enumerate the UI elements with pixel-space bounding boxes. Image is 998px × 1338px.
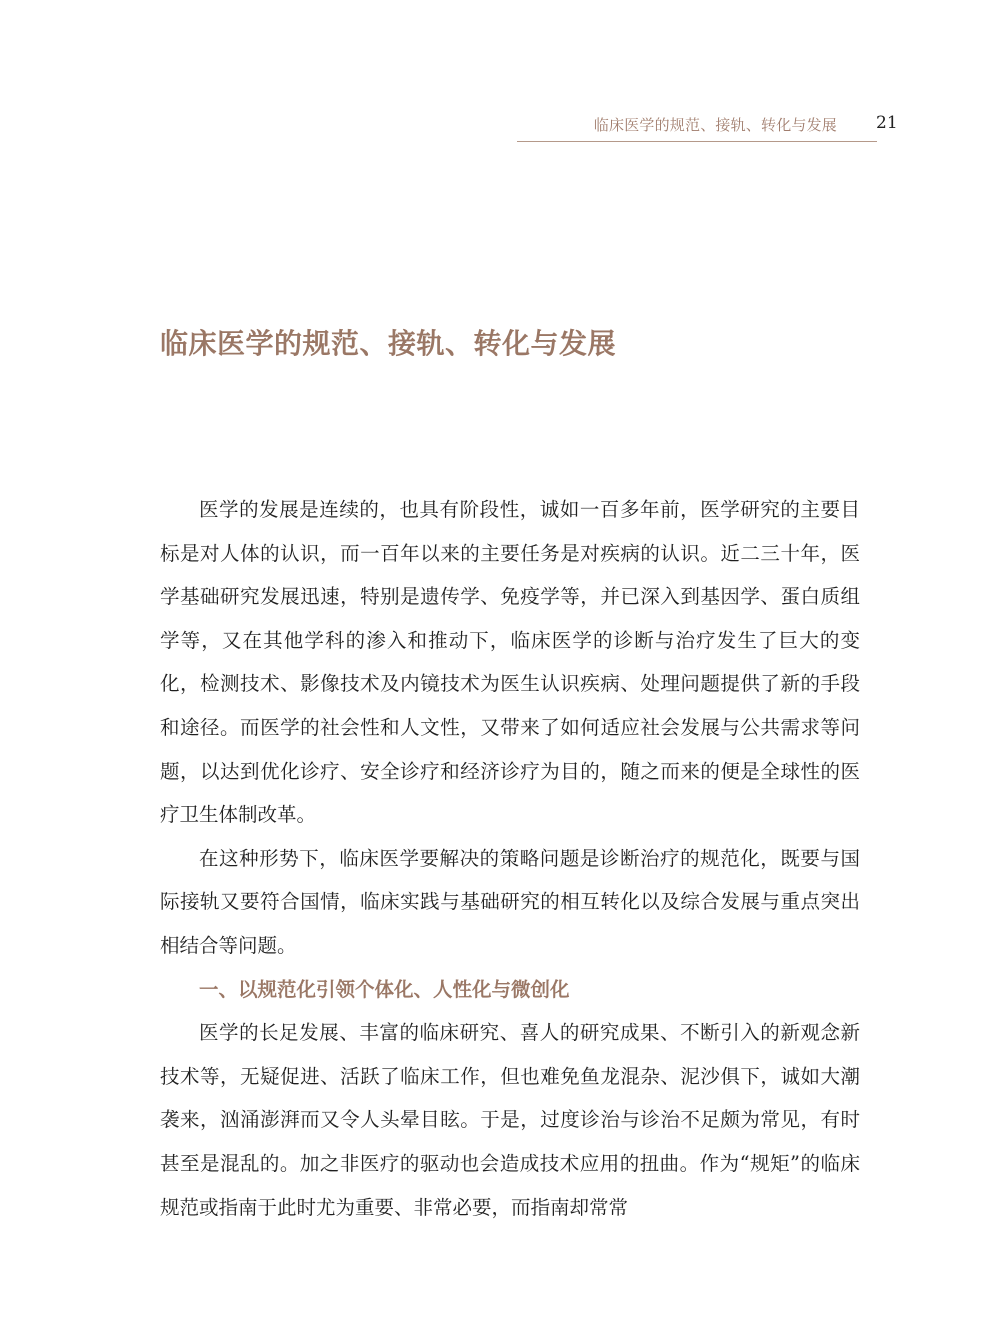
chapter-title: 临床医学的规范、接轨、转化与发展 bbox=[160, 326, 617, 360]
page-number: 21 bbox=[876, 113, 898, 133]
running-header-title: 临床医学的规范、接轨、转化与发展 bbox=[593, 116, 837, 134]
running-header bbox=[517, 110, 877, 142]
paragraph-strategy: 在这种形势下，临床医学要解决的策略问题是诊断治疗的规范化，既要与国际接轨又要符合国情，临床实践与基础研究的相互转化以及综合发展与重点突出相结合等问题。 bbox=[160, 846, 860, 957]
paragraph-section-one: 医学的长足发展、丰富的临床研究、喜人的研究成果、不断引入的新观念新技术等，无疑促进、活跃了临床工作，但也难免鱼龙混杂、泥沙俱下，诚如大潮袭来，汹涌澎湃而又令人头晕目眩。于是，过度诊治与诊治不足颇为常见，有时甚至是混乱的。加之非医疗的驱动也会造成技术应用的扭曲。作为“规矩”的临床规范或指南于此时尤为重要、非常必要，而指南却常常 bbox=[160, 1021, 860, 1219]
section-heading: 一、以规范化引领个体化、人性化与微创化 bbox=[199, 977, 570, 1001]
body-text bbox=[160, 488, 860, 1229]
paragraph-intro: 医学的发展是连续的，也具有阶段性，诚如一百多年前，医学研究的主要目标是对人体的认识，而一百年以来的主要任务是对疾病的认识。近二三十年，医学基础研究发展迅速，特别是遗传学、免疫学等，并已深入到基因学、蛋白质组学等，又在其他学科的渗入和推动下，临床医学的诊断与治疗发生了巨大的变化，检测技术、影像技术及内镜技术为医生认识疾病、处理问题提供了新的手段和途径。而医学的社会性和人文性，又带来了如何适应社会发展与公共需求等问题，以达到优化诊疗、安全诊疗和经济诊疗为目的，随之而来的便是全球性的医疗卫生体制改革。 bbox=[160, 498, 860, 827]
